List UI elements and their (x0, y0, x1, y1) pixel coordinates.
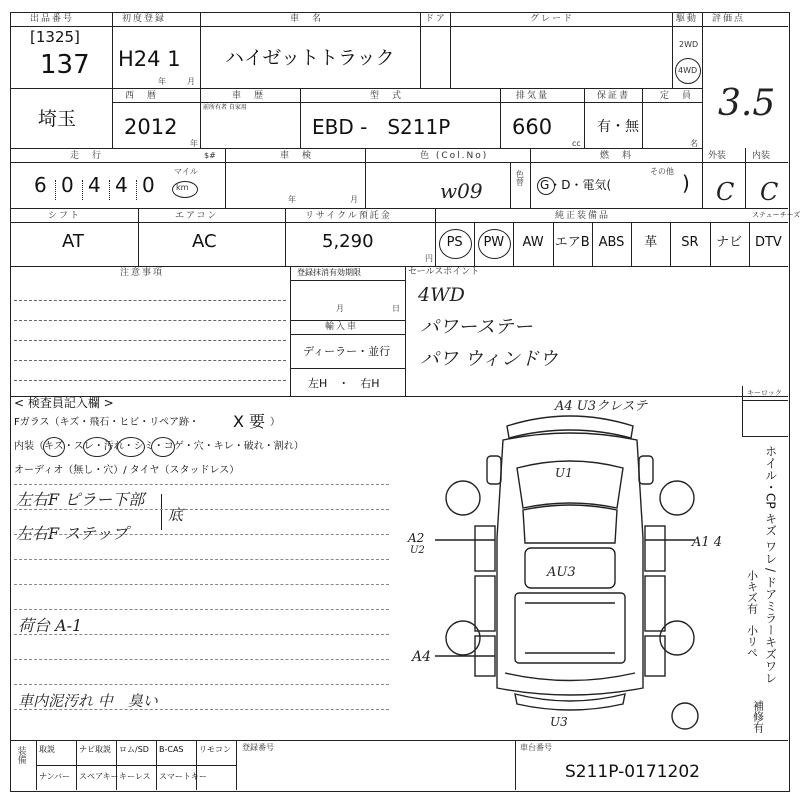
interior-mark (43, 437, 65, 457)
equipment-label: 純正装備品 (555, 211, 611, 221)
divider (584, 88, 585, 148)
color-label: 色 (Col.No) (420, 151, 489, 161)
lot-code: [1325] (30, 28, 80, 46)
inspector-line (14, 659, 389, 660)
divider (300, 88, 301, 148)
inspector-note-3: 底 (168, 506, 184, 524)
keylock-label: キーロック (747, 389, 782, 397)
equipment-divider (513, 222, 514, 266)
side-note-1: ホイル・CP キズ ワレ / ドアミラーキズワレ (763, 445, 778, 684)
first-reg: H24 1 (118, 47, 181, 71)
interior-label: 内装 (752, 151, 771, 161)
doors-label: ドア (425, 14, 447, 24)
digit-divider (82, 180, 83, 200)
caution-line (14, 320, 286, 321)
inspector-line (14, 634, 389, 635)
audio-line: オーディオ（無し・穴）/ タイヤ（スタッドレス） (14, 465, 240, 476)
equipment-item: AW (522, 235, 544, 250)
rating-label: 評価点 (712, 14, 746, 24)
row-line (10, 396, 788, 397)
inspector-note-5: 車内泥汚れ 中 臭い (18, 692, 158, 710)
equipment-divider (631, 222, 632, 266)
rating: 3.5 (718, 83, 776, 124)
equipment-divider (710, 222, 711, 266)
warranty-label: 保証書 (597, 91, 631, 101)
divider (515, 740, 516, 790)
equipment-item: ナビ (716, 235, 743, 250)
equipment-divider (474, 222, 475, 266)
divider (702, 12, 703, 208)
caution-label: 注意事項 (120, 268, 165, 278)
divider (200, 88, 201, 148)
fuel-other: その他 (650, 167, 674, 176)
divider (236, 740, 237, 790)
mileage-digit: 0 (142, 173, 155, 197)
inspector-title: < 検査員記入欄 > (14, 396, 114, 410)
reg-label: 登録番号 (242, 743, 274, 752)
displacement-label: 排気量 (516, 91, 550, 101)
divider (742, 386, 743, 436)
displacement: 660 (512, 115, 553, 139)
diagram-mark-2: U1 (555, 466, 573, 480)
divider (290, 266, 291, 396)
items-label: 装備 (15, 746, 26, 764)
row-line (702, 26, 788, 27)
insp-year-unit: 年 (288, 195, 296, 204)
row-line (10, 26, 702, 27)
diagram-mark-3: A2 (408, 531, 425, 545)
lot-number: 137 (40, 50, 90, 80)
bracket (161, 494, 162, 530)
interior-mark (151, 437, 175, 457)
mileage-digit: 4 (88, 173, 101, 197)
model-label: 型 式 (370, 91, 404, 101)
inspector-line (14, 559, 389, 560)
inspector-note-2: 左右F ステップ (16, 524, 128, 543)
footer-item: B-CAS (159, 745, 184, 754)
diagram-mark-1: A4 U3クレステ (555, 399, 648, 414)
equipment-divider (670, 222, 671, 266)
digit-divider (55, 180, 56, 200)
expiry-month: 月 (336, 304, 344, 313)
row-line (10, 740, 788, 741)
exterior: C (716, 178, 735, 206)
glass-close: ） (270, 417, 280, 428)
divider (285, 208, 286, 266)
sales-point-1: 4WD (418, 284, 465, 306)
mileage-note: $# (204, 151, 216, 160)
equipment-divider (592, 222, 593, 266)
vin-sub: 前所有者 自家用 (203, 104, 247, 111)
shift-label: シフト (48, 211, 82, 221)
equipment-item: ABS (598, 235, 625, 250)
year-unit-2: 年 (190, 139, 198, 148)
divider (745, 148, 746, 208)
row-line (10, 208, 788, 209)
sales-label: セールスポイント (408, 267, 480, 277)
interior-mark (83, 437, 111, 457)
capacity-label: 定 員 (660, 91, 694, 101)
footer-row-line (36, 765, 236, 766)
divider (510, 162, 511, 208)
car-name-label: 車 名 (290, 14, 324, 24)
grade-label: グレード (530, 14, 575, 24)
expiry-label: 登録抹消有効期限 (297, 268, 361, 277)
footer-item: キーレス (119, 772, 151, 781)
divider (112, 12, 113, 88)
row-line (10, 148, 702, 149)
expiry-day: 日 (392, 304, 400, 313)
digit-divider (109, 180, 110, 200)
digit-divider (136, 180, 137, 200)
inspector-line (14, 709, 389, 710)
chassis-label: 車台番号 (520, 743, 552, 752)
equipment-divider (749, 222, 750, 266)
fuel-close: ) (682, 171, 690, 195)
diagram-mark-5: A1 4 (692, 535, 723, 550)
divider (405, 266, 406, 396)
import-label: 輸入車 (325, 322, 359, 332)
inspector-note-1: 左右F ピラー下部 (16, 490, 145, 509)
glass-mark: X 要 (233, 412, 266, 431)
row-line (290, 320, 405, 321)
inspector-note-4: 荷台 A-1 (18, 616, 83, 635)
inspector-line (14, 684, 389, 685)
warranty: 有・無 (597, 119, 639, 135)
caution-line (14, 380, 286, 381)
drive-label: 駆動 (676, 14, 699, 24)
mileage-unit-km: km (176, 183, 189, 192)
diagram-mark-6: AU3 (547, 565, 576, 580)
inspector-line (14, 609, 389, 610)
inspector-line (14, 484, 389, 485)
inspector-line (14, 509, 389, 510)
divider (642, 88, 643, 148)
model: EBD - S211P (312, 115, 451, 139)
vin-label: 車 歴 (232, 91, 266, 101)
divider (672, 12, 673, 88)
divider (200, 12, 201, 88)
region: 埼玉 (38, 108, 77, 130)
color-code: w09 (440, 179, 483, 203)
divider (500, 88, 501, 148)
yen-unit: 円 (425, 254, 433, 263)
person-unit: 名 (690, 139, 698, 148)
row-line (10, 162, 788, 163)
equipment-divider (553, 222, 554, 266)
diagram-mark-8: U3 (550, 715, 568, 729)
divider (225, 148, 226, 208)
mileage-label: 走 行 (70, 151, 104, 161)
divider (420, 12, 421, 88)
color-change-label: 色替 (515, 170, 525, 186)
footer-item: ナビ取説 (79, 745, 111, 754)
mileage-unit-mile: マイル (174, 167, 198, 176)
equipment-item: DTV (754, 235, 782, 250)
caution-line (14, 340, 286, 341)
divider (365, 148, 366, 208)
equipment-selected-circle (439, 229, 472, 259)
row-line (10, 222, 788, 223)
footer-item: ロム/SD (119, 745, 149, 754)
mileage-digit: 0 (61, 173, 74, 197)
shift: AT (62, 231, 84, 252)
caution-line (14, 360, 286, 361)
interior-line: 内装（キズ・スレ・汚れ・シミ・コゲ・穴・キレ・破れ・割れ） (14, 441, 304, 452)
inspection-label: 車 検 (280, 151, 314, 161)
footer-item: ナンバー (39, 772, 71, 781)
chassis: S211P-0171202 (565, 762, 700, 782)
footer-item: 取説 (39, 745, 55, 754)
caution-line (14, 300, 286, 301)
side-note-2: 小キズ有 小リペ (745, 570, 759, 658)
row-line (290, 368, 405, 369)
row-line (10, 266, 788, 267)
fuel-label: 燃 料 (600, 151, 634, 161)
sales-point-3: パワ ウィンドウ (420, 348, 558, 370)
row-line (290, 280, 405, 281)
year-unit: 年 (158, 77, 166, 86)
recycle-label: リサイクル預託金 (305, 211, 392, 221)
row-line (742, 400, 788, 401)
interior: C (760, 178, 779, 206)
steering-label: ステューチーズ (752, 211, 800, 219)
divider (450, 12, 451, 88)
glass-line: Fガラス（キズ・飛石・ヒビ・リペア跡・ (14, 417, 200, 428)
divider (112, 88, 113, 148)
insp-month-unit: 月 (350, 195, 358, 204)
inspector-line (14, 584, 389, 585)
car-name: ハイゼットトラック (225, 47, 395, 69)
month-unit: 月 (187, 77, 195, 86)
diagram-mark-7: A4 (412, 649, 432, 665)
equipment-item: PW (483, 235, 505, 250)
diagram-mark-4: U2 (410, 545, 425, 556)
footer-item: リモコン (199, 745, 231, 754)
mileage-digit: 6 (34, 173, 47, 197)
model-year: 2012 (124, 115, 178, 139)
divider (530, 148, 531, 208)
inspector-line (14, 534, 389, 535)
sales-point-2: パワーステー (420, 316, 533, 338)
fuel: G・D・電気( (540, 178, 612, 192)
footer-item: スマートキー (159, 772, 207, 781)
steering-side: 左H ・ 右H (308, 377, 380, 390)
equipment-item: 革 (644, 235, 658, 250)
interior-mark (117, 437, 145, 457)
recycle: 5,290 (322, 231, 374, 252)
model-year-label: 西 暦 (125, 91, 159, 101)
equipment-item: エアB (554, 235, 590, 250)
drive-4wd: 4WD (678, 66, 698, 75)
row-line (10, 88, 702, 89)
first-reg-label: 初度登録 (122, 14, 167, 24)
exterior-label: 外装 (708, 151, 727, 161)
side-note-3: 補修有 (751, 700, 765, 733)
equipment-item: PS (446, 235, 463, 250)
equipment-item: SR (681, 235, 699, 250)
divider (138, 208, 139, 266)
row-line (742, 436, 788, 437)
auction-no-label: 出品番号 (30, 14, 75, 24)
drive-2wd: 2WD (679, 40, 699, 49)
mileage-digit: 4 (115, 173, 128, 197)
row-line (112, 102, 702, 103)
dealer: ディーラー・並行 (303, 345, 391, 358)
ac-label: エアコン (175, 211, 219, 221)
footer-item: スペアキー (79, 772, 119, 781)
cc-unit: cc (572, 139, 581, 148)
row-line (290, 334, 405, 335)
ac: AC (192, 231, 217, 252)
